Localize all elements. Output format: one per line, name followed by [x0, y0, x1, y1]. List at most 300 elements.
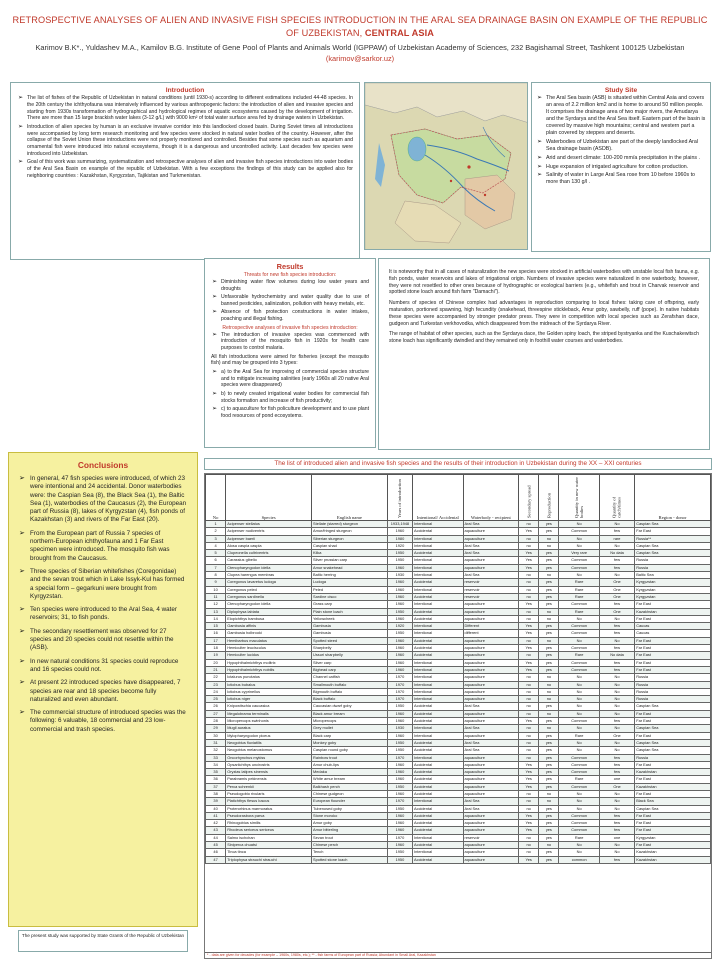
table-cell: aquaculture [463, 564, 519, 571]
table-cell: Yes [519, 645, 539, 652]
table-cell: Accidental [413, 608, 464, 615]
table-cell: yes [539, 754, 559, 761]
table-cell: Intentional [413, 732, 464, 739]
table-cell: 1950 [387, 550, 412, 557]
table-cell: Yes [519, 820, 539, 827]
table-cell: 1960 [387, 652, 412, 659]
table-cell: Neogobius melanostomus [226, 747, 312, 754]
table-cell: 46 [206, 849, 226, 856]
table-cell: Intentional [413, 696, 464, 703]
table-cell: Kyrgyzstan [635, 834, 711, 841]
table-cell: yes [539, 834, 559, 841]
threat-item: ➢ Absence of fish protection constructions in water intakes, poaching and illegal fishing. [211, 309, 369, 323]
table-cell: no [539, 725, 559, 732]
table-body [206, 521, 711, 864]
table-cell: No [599, 805, 634, 812]
table-cell: Clupea harengus membras [226, 572, 312, 579]
table-cell: Balkhash perch [312, 783, 388, 790]
table-row [206, 790, 711, 797]
table-cell: Aral Sea [463, 805, 519, 812]
table-cell: Intentional [413, 798, 464, 805]
table-cell: 20 [206, 659, 226, 666]
table-cell: few [599, 812, 634, 819]
table-cell: no [539, 842, 559, 849]
table-cell: Intentional [413, 601, 464, 608]
table-cell: aquaculture [463, 776, 519, 783]
table-cell: Micropercops [312, 718, 388, 725]
table-cell: aquaculture [463, 820, 519, 827]
table-row [206, 659, 711, 666]
table-row [206, 842, 711, 849]
table-cell: Sevan trout [312, 834, 388, 841]
table-cell: No [559, 696, 599, 703]
table-row [206, 805, 711, 812]
table-cell: few [599, 564, 634, 571]
table-cell: 1920 [387, 542, 412, 549]
table-cell: No [599, 674, 634, 681]
conclusion-item: ➢ In new natural conditions 31 species could reproduce and 16 species could not. [19, 658, 187, 675]
table-cell: Far East [635, 718, 711, 725]
table-cell: 1930 [387, 572, 412, 579]
introduction-heading: Introduction [165, 87, 205, 94]
table-cell: Alosa caspia caspia [226, 542, 312, 549]
table-cell: no [539, 615, 559, 622]
table-cell: No [559, 688, 599, 695]
table-cell: common [559, 856, 599, 863]
table-cell: no [539, 674, 559, 681]
table-cell: Amur chub-lips [312, 761, 388, 768]
table-cell: no [519, 593, 539, 600]
table-cell: 1970 [387, 798, 412, 805]
table-cell: Intentional [413, 666, 464, 673]
table-cell: 1970 [387, 834, 412, 841]
table-cell: Rainbow trout [312, 754, 388, 761]
table-cell: Russia [635, 696, 711, 703]
table-cell: Acipenser stellatus [226, 521, 312, 528]
table-cell: Aral Sea [463, 798, 519, 805]
table-cell: Far East [635, 637, 711, 644]
table-cell: Russia [635, 564, 711, 571]
table-cell: no [539, 790, 559, 797]
table-cell: Accidental [413, 710, 464, 717]
table-cell: Accidental [413, 761, 464, 768]
table-row [206, 608, 711, 615]
table-cell: Accidental [413, 637, 464, 644]
table-cell: 27 [206, 710, 226, 717]
table-cell: 1950 [387, 557, 412, 564]
table-cell: 23 [206, 681, 226, 688]
retro-item: ➢ The introduction of invasive species was commenced with introduction of the mosquito fish in 1920s for health care purposes to control malaria. [211, 332, 369, 352]
table-cell: few [599, 718, 634, 725]
conclusion-item: ➢ The secondary resettlement was observed for 27 species and 20 species could not resettle within the (ASB). [19, 628, 187, 653]
table-cell: no [539, 637, 559, 644]
table-cell: Spotted steed [312, 637, 388, 644]
table-cell: Yes [519, 659, 539, 666]
table-cell: Accidental [413, 790, 464, 797]
table-cell: few [599, 528, 634, 535]
table-cell: Caspian shad [312, 542, 388, 549]
table-cell: Yes [519, 557, 539, 564]
table-cell: Kyrgyzstan [635, 586, 711, 593]
table-cell: Rare [559, 834, 599, 841]
table-cell: reservoir [463, 834, 519, 841]
table-cell: No [599, 542, 634, 549]
table-cell: few [599, 557, 634, 564]
discussion-paragraph: The range of habitat of other species, such as the Syrdarya dace, the Golden spiny loach, the striped bystryanka and the Kuschakewitsch stone loach has significantly dwindled and they remained only in foothill water courses and waterbodies. [389, 331, 699, 345]
table-cell: No [599, 615, 634, 622]
table-cell: Common [559, 528, 599, 535]
table-cell: Black Sea [635, 798, 711, 805]
table-cell: Accidental [413, 820, 464, 827]
table-cell: no [519, 805, 539, 812]
table-cell: aquaculture [463, 608, 519, 615]
table-cell: Common [559, 783, 599, 790]
table-cell: Aral Sea [463, 572, 519, 579]
table-cell: Yes [519, 769, 539, 776]
table-row [206, 637, 711, 644]
table-cell: Ictiobus niger [226, 696, 312, 703]
table-cell: Sharpbelly [312, 645, 388, 652]
table-cell: yes [539, 732, 559, 739]
study-site-item: ➢ Waterbodies of Uzbekistan are part of the deeply landlocked Aral Sea drainage basin (ASDB). [536, 139, 706, 153]
table-cell: aquaculture [463, 718, 519, 725]
table-row [206, 557, 711, 564]
table-cell: aquaculture [463, 696, 519, 703]
table-cell: 30 [206, 732, 226, 739]
table-cell: Accidental [413, 805, 464, 812]
table-cell: yes [539, 557, 559, 564]
table-row [206, 535, 711, 542]
table-cell: Far East [635, 666, 711, 673]
table-cell: 1960 [387, 812, 412, 819]
table-row [206, 586, 711, 593]
table-cell: 13 [206, 608, 226, 615]
table-cell: One [599, 608, 634, 615]
table-cell: yes [539, 586, 559, 593]
table-cell: no [519, 739, 539, 746]
table-cell: One [599, 593, 634, 600]
discussion-panel [378, 258, 710, 450]
table-cell: Caspian Sea [635, 550, 711, 557]
retro-lead: All fish introductions were aimed for fisheries (except the mosquito fish) and may be grouped into 3 types: [211, 353, 369, 367]
discussion-paragraph: Numbers of species of Chinese complex had advantages in reproduction comparing to local fishes: taking care of offspring, early maturation, portioned spawning, high fecundity (snakehead, threespine stickleback, Amur goby, sawbelly, ruff (pope). In native habitats these species were accompanied by stronger predator press. They were in competition with local species such as Zerafshan dace, gudgeon and Turkestan verkhovodka, which disappeared from the midreach of the Syrdarya River. [389, 300, 699, 327]
table-cell: aquaculture [463, 710, 519, 717]
table-cell: Accidental [413, 747, 464, 754]
table-cell: Accidental [413, 739, 464, 746]
study-site-heading: Study Site [604, 87, 638, 94]
table-cell: Opsariichthys uncirostris [226, 761, 312, 768]
table-cell: Clupeonella cultriventris [226, 550, 312, 557]
aral-sea-basin-map [364, 82, 528, 250]
table-cell: Common [559, 666, 599, 673]
table-cell: Acipenser baerii [226, 535, 312, 542]
table-cell: yes [539, 550, 559, 557]
table-cell: aquaculture [463, 666, 519, 673]
table-cell: No [599, 521, 634, 528]
table-row [206, 769, 711, 776]
table-cell: few [599, 754, 634, 761]
table-cell: 4 [206, 542, 226, 549]
results-panel [204, 258, 376, 448]
table-cell: One [599, 586, 634, 593]
table-cell: 1950 [387, 739, 412, 746]
table-cell: Ictalurus punctatus [226, 674, 312, 681]
table-cell: 1970 [387, 688, 412, 695]
table-cell: No [599, 798, 634, 805]
table-cell: no [519, 710, 539, 717]
table-cell: Oncorhynchus mykiss [226, 754, 312, 761]
table-cell: Yes [519, 856, 539, 863]
table-cell: no [539, 535, 559, 542]
table-cell: Yes [519, 827, 539, 834]
table-cell: few [599, 666, 634, 673]
table-cell: no [539, 681, 559, 688]
table-cell: 1950 [387, 630, 412, 637]
table-cell: yes [539, 856, 559, 863]
table-cell: Black amur bream [312, 710, 388, 717]
table-cell: 43 [206, 827, 226, 834]
table-cell: aquaculture [463, 856, 519, 863]
table-cell: Intentional [413, 674, 464, 681]
table-cell: Accidental [413, 703, 464, 710]
table-cell: Intentional [413, 834, 464, 841]
table-cell: reservoir [463, 586, 519, 593]
table-cell: 11 [206, 593, 226, 600]
table-cell: 16 [206, 630, 226, 637]
table-cell: 45 [206, 842, 226, 849]
table-cell: no [519, 674, 539, 681]
table-cell: 26 [206, 703, 226, 710]
table-cell: Pseudogobio rivularis [226, 790, 312, 797]
table-cell: 24 [206, 688, 226, 695]
table-cell: aquaculture [463, 761, 519, 768]
table-cell: no [539, 688, 559, 695]
table-cell: Kilka [312, 550, 388, 557]
table-cell: Accidental [413, 842, 464, 849]
table-cell: Far East [635, 842, 711, 849]
table-cell: No data [599, 652, 634, 659]
table-cell: aquaculture [463, 637, 519, 644]
threats-heading: Threats for new fish species introduction: [243, 272, 337, 278]
table-cell: Hypophthalmichthys molitrix [226, 659, 312, 666]
table-cell: No [559, 725, 599, 732]
table-cell: Very rare [559, 550, 599, 557]
table-cell: yes [539, 776, 559, 783]
table-cell: No [559, 521, 599, 528]
table-cell: no [519, 542, 539, 549]
table-cell: 1920 [387, 623, 412, 630]
table-cell: one [599, 776, 634, 783]
table-cell: 41 [206, 812, 226, 819]
table-cell: few [599, 630, 634, 637]
table-cell: Kazakhstan [635, 608, 711, 615]
table-cell: Yes [519, 564, 539, 571]
table-cell: aquaculture [463, 528, 519, 535]
table-cell: 3 [206, 535, 226, 542]
study-site-panel [531, 82, 711, 252]
authors-text: Karimov B.K*., Yuldashev M.A., Kamilov B.G. Institute of Gene Pool of Plants and Animals World (IGPPAW) of Uzbekistan Academy of Sciences, 232 Bagishamal Street, Tashkent 100125 Uzbekistan [35, 43, 685, 52]
table-cell: Caucas [635, 623, 711, 630]
table-cell: 1950 [387, 856, 412, 863]
table-cell: Common [559, 557, 599, 564]
table-cell: 22 [206, 674, 226, 681]
table-cell: no [539, 696, 559, 703]
table-cell: few [599, 820, 634, 827]
table-cell: Intentional [413, 623, 464, 630]
species-table [205, 474, 711, 864]
table-row [206, 776, 711, 783]
table-cell: no [539, 798, 559, 805]
table-cell: Rare [559, 652, 599, 659]
authors-line [10, 42, 710, 64]
table-cell: no [519, 521, 539, 528]
table-cell: Accidental [413, 652, 464, 659]
author-email-link[interactable]: (karimov@sarkor.uz) [325, 54, 395, 63]
table-cell: Tubenosed goby [312, 805, 388, 812]
table-cell: Far East [635, 659, 711, 666]
table-header-row [206, 475, 711, 521]
table-cell: Kazakhstan [635, 769, 711, 776]
table-cell: One [599, 579, 634, 586]
table-cell: few [599, 856, 634, 863]
table-cell: yes [539, 703, 559, 710]
table-cell: No [559, 805, 599, 812]
table-cell: yes [539, 593, 559, 600]
table-cell: no [519, 747, 539, 754]
table-cell: yes [539, 521, 559, 528]
table-cell: Rare [559, 732, 599, 739]
table-cell: Common [559, 601, 599, 608]
table-cell: Sardine cisco [312, 593, 388, 600]
table-cell: Amur/fringed sturgeon [312, 528, 388, 535]
table-cell: 37 [206, 783, 226, 790]
table-cell: Rhodeus sericeus sericeus [226, 827, 312, 834]
table-cell: aquaculture [463, 769, 519, 776]
table-footnote: * - data are given for decades (for example – 1960s, 1980s, etc.); ** - fish farms of European part of Russia; Abundant in Small Aral, Kazakhstan [205, 952, 711, 958]
table-cell: aquaculture [463, 849, 519, 856]
species-table-title: The list of introduced alien and invasive fish species and the results of their introduction in Uzbekistan during the XX – XXI centuries [204, 458, 712, 470]
table-cell: no [519, 572, 539, 579]
table-row [206, 681, 711, 688]
table-cell: 1970 [387, 754, 412, 761]
type-item: ➢ a) to the Aral Sea for improving of commercial species structure and to mitigate increasing salinities (early 1960s all 20 native Aral species were disappeared) [211, 369, 369, 389]
table-cell: Ludoga [312, 579, 388, 586]
table-cell: Intentional [413, 849, 464, 856]
table-row [206, 696, 711, 703]
table-cell: Yes [519, 812, 539, 819]
table-cell: Yes [519, 623, 539, 630]
table-cell: few [599, 623, 634, 630]
table-cell: Kyrgyzstan [635, 593, 711, 600]
table-cell: Black buffalo [312, 696, 388, 703]
table-cell: aquaculture [463, 535, 519, 542]
table-cell: No [599, 710, 634, 717]
table-cell: aquaculture [463, 783, 519, 790]
table-cell: Tinca tinca [226, 849, 312, 856]
table-cell: Intentional [413, 659, 464, 666]
table-cell: Medaka [312, 769, 388, 776]
table-cell: Hemiculter leucisculus [226, 645, 312, 652]
table-cell: Kyrgyzstan [635, 579, 711, 586]
table-cell: No [559, 790, 599, 797]
table-cell: aquaculture [463, 652, 519, 659]
table-cell: yes [539, 623, 559, 630]
table-cell: yes [539, 820, 559, 827]
table-cell: 1960 [387, 601, 412, 608]
table-cell: no [519, 586, 539, 593]
table-cell: No [599, 703, 634, 710]
table-cell: Amur bitterling [312, 827, 388, 834]
table-cell: Caspian Sea [635, 521, 711, 528]
table-cell: aquaculture [463, 790, 519, 797]
table-cell: Accidental [413, 550, 464, 557]
table-cell: Common [559, 769, 599, 776]
table-cell: Common [559, 761, 599, 768]
table-cell: Micropercops swinhonis [226, 718, 312, 725]
table-cell: no [519, 652, 539, 659]
table-cell: Intentional [413, 572, 464, 579]
conclusion-item: ➢ In general, 47 fish species were introduced, of which 23 were intentional and 24 accidental. Donor waterbodies were: the Caspian Sea (8), the Black Sea (1), the Baltic Sea (1), waterbodies of the Caucasus (2), the European part of Russia (8), lakes of Kyrgyzstan (4), fish ponds of Kazakhstan (3) and rivers of the Far East (20). [19, 475, 187, 525]
table-row [206, 542, 711, 549]
table-cell: Grass carp [312, 601, 388, 608]
table-cell: 1960 [387, 579, 412, 586]
table-cell: no [519, 754, 539, 761]
table-cell: Spotted stone loach [312, 856, 388, 863]
table-cell: Aral Sea [463, 747, 519, 754]
table-cell: Far East [635, 820, 711, 827]
table-cell: Common [559, 623, 599, 630]
table-row [206, 630, 711, 637]
poster-title [10, 14, 710, 40]
discussion-paragraph: It is noteworthy that in all cases of naturalization the new species were stocked in artificial waterbodies with unstable local fish fauna, e.g. fish ponds, water reservoirs and lakes of irrigational origin. Numbers of invasive species were naturalized in one waterbody, however, they were not resettled to other ones because of hydrographic or ecological barriers (e.g., whitefish and trout in Charvak reservoir and spotted stone loach around fish farm "Damachi"). [389, 269, 699, 296]
table-cell: Common [559, 645, 599, 652]
table-cell: Different [463, 623, 519, 630]
table-row [206, 645, 711, 652]
table-cell: 1960 [387, 666, 412, 673]
table-cell: Amur snakehead [312, 564, 388, 571]
table-cell: no [539, 572, 559, 579]
table-cell: aquaculture [463, 645, 519, 652]
table-cell: No [599, 696, 634, 703]
conclusion-item: ➢ Three species of Siberian whitefishes (Coregonidae) and the sevan trout which in Lake Issyk-Kul has formed a special form – gegarkuni were brought from Kyrgyzstan. [19, 568, 187, 601]
table-row [206, 579, 711, 586]
table-row [206, 703, 711, 710]
table-cell: 31 [206, 739, 226, 746]
intro-item: ➢ Goal of this work was summarizing, systematization and retrospective analyses of alien and invasive fish species introductions into water bodies of the Aral Sea Basin on example of the republic of Uzbekistan. With a few exceptions the findings of this study can be applied also for neighboring countries : Kazakhstan, Kyrgyzstan, Tajikistan and Turkmenistan. [17, 159, 353, 179]
poster-title-main: RETROSPECTIVE ANALYSES OF ALIEN AND INVASIVE FISH SPECIES INTRODUCTION IN THE ARAL SEA DRAINAGE BASIN ON EXAMPLE OF THE REPUBLIC OF UZBEKISTAN, [12, 15, 708, 38]
table-cell: Accidental [413, 827, 464, 834]
table-cell: Common [559, 564, 599, 571]
table-cell: no [519, 798, 539, 805]
table-cell: no [519, 608, 539, 615]
table-row [206, 827, 711, 834]
table-cell: yes [539, 827, 559, 834]
table-cell: No [559, 739, 599, 746]
table-cell: Gambusia [312, 623, 388, 630]
table-cell: no [519, 696, 539, 703]
table-cell: Knipowitschia caucasica [226, 703, 312, 710]
table-cell: Common [559, 754, 599, 761]
table-cell: Rare [559, 776, 599, 783]
table-cell: 17 [206, 637, 226, 644]
table-cell: No [559, 849, 599, 856]
table-cell: yes [539, 601, 559, 608]
table-cell: Grey mullet [312, 725, 388, 732]
conclusions-panel [8, 452, 198, 927]
table-cell: Salmo ischchan [226, 834, 312, 841]
table-cell: Bigmouth buffalo [312, 688, 388, 695]
table-cell: Coregonus peled [226, 586, 312, 593]
